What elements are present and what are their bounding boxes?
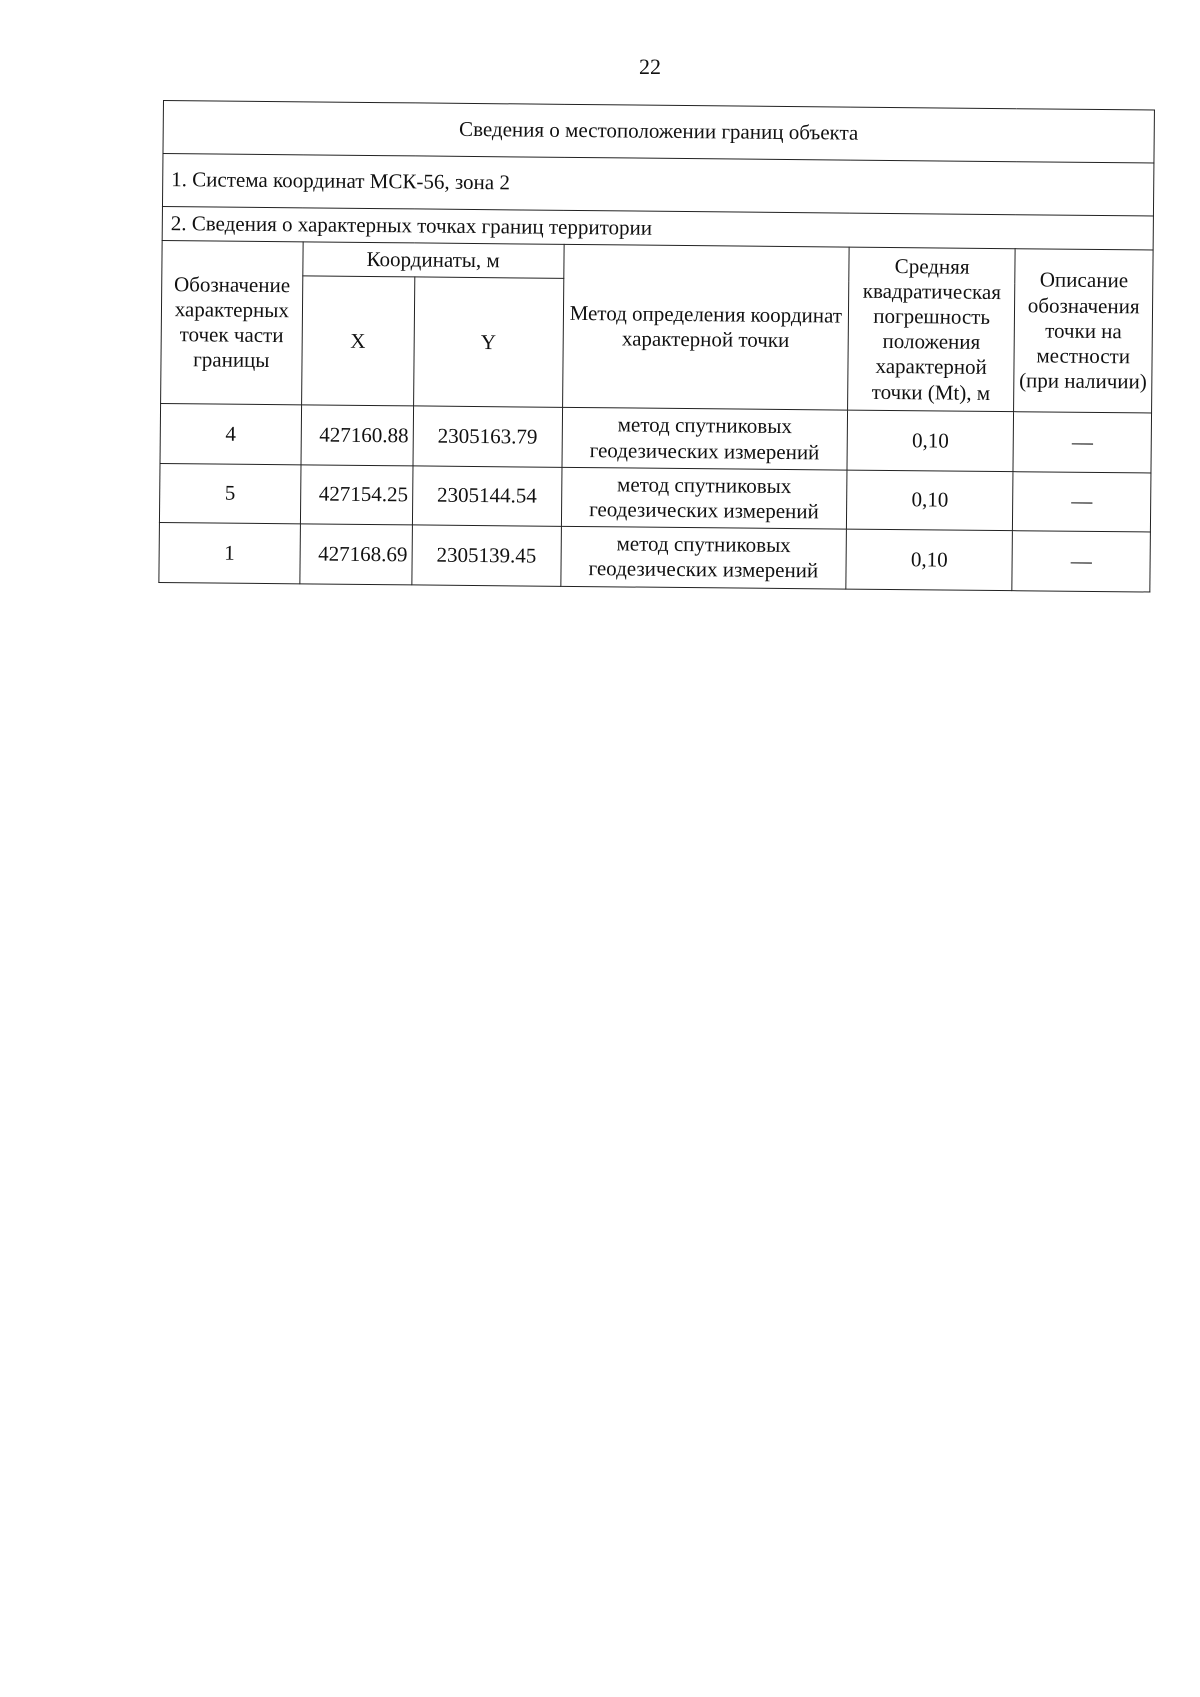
cell-accuracy: 0,10: [846, 529, 1013, 590]
cell-point: 1: [159, 523, 300, 584]
cell-point: 5: [159, 463, 300, 524]
cell-y: 2305139.45: [412, 525, 561, 586]
page-number: 22: [639, 54, 661, 79]
cell-x: 427168.69: [300, 524, 413, 584]
cell-method: метод спутниковых геодезических измерений: [562, 408, 848, 470]
header-point-designation: Обозначение характерных точек части границы: [161, 241, 303, 406]
table-row: [160, 404, 1152, 473]
coordinate-system-row: 1. Система координат МСК-56, зона 2: [162, 154, 1153, 217]
header-method: Метод определения координат характерной точки: [562, 245, 849, 411]
cell-description: —: [1013, 471, 1151, 532]
header-description: Описание обозначения точки на местности (при наличии): [1014, 249, 1153, 414]
cell-x: 427160.88: [301, 405, 414, 465]
cell-accuracy: 0,10: [847, 470, 1014, 531]
header-x: X: [301, 276, 414, 406]
cell-method: метод спутниковых геодезических измерений: [561, 526, 847, 588]
characteristic-points-row: 2. Сведения о характерных точках границ территории: [162, 206, 1153, 250]
header-coordinates: Координаты, м: [303, 242, 564, 279]
cell-y: 2305144.54: [412, 466, 561, 527]
cell-x: 427154.25: [300, 465, 413, 525]
boundary-coordinates-table: [158, 100, 1155, 592]
header-y: Y: [413, 277, 563, 407]
table-row: [159, 463, 1151, 532]
table-row: [159, 523, 1151, 592]
header-accuracy: Средняя квадратическая погрешность положения характерной точки (Mt), м: [848, 247, 1016, 412]
cell-description: —: [1012, 531, 1150, 592]
table-title: Сведения о местоположении границ объекта: [163, 101, 1154, 164]
cell-accuracy: 0,10: [847, 410, 1014, 471]
cell-point: 4: [160, 404, 301, 465]
cell-description: —: [1013, 412, 1151, 473]
cell-method: метод спутниковых геодезических измерений: [561, 467, 847, 529]
cell-y: 2305163.79: [413, 406, 562, 467]
